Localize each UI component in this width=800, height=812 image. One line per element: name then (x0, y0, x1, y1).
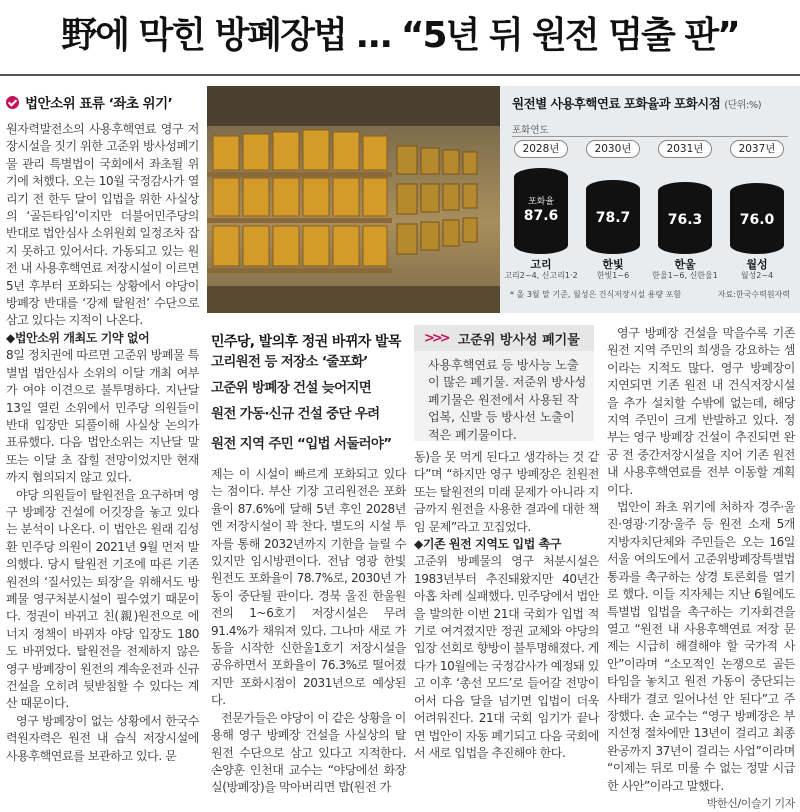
headline: 野에 막힌 방폐장법 … “5년 뒤 원전 멈출 판” (61, 15, 739, 56)
rate-value: 87.6 (523, 208, 559, 224)
plant-detail: 고리2~4, 신고리1·2 (504, 271, 578, 280)
paragraph: 제는 이 시설이 빠르게 포화되고 있다는 점이다. 부산 기장 고리원전은 포화율이 87.6%에 달해 5년 후인 2028년엔 저장시설이 꽉 찬다. 별도의 시설 투자를 통해 2032년까지 기한을 늘릴 수 있지만 임시방편이다. 전남 영광 한빛원전도 포화율이 78.7%로, 2030년 가동이 중단될 판이다. 경북 울진 한울원전의 1~6호기 저장시설은 무려 91.4%가 채워져 있다. 그나마 새로 가동을 시작한 신한울1호기 저장시설을 공유하면서 포화율이 76.3%로 떨어졌지만 포화시점이 2031년으로 예상된다. (211, 467, 406, 708)
year-badge: 2031년 (658, 140, 712, 158)
footnote: * 올 3월 말 기준, 월성은 건식저장시설 용량 포함 (510, 290, 682, 299)
chevrons-icon: >>> (424, 330, 448, 346)
source: 자료:한국수력원자력 (717, 290, 790, 299)
glossary-heading (414, 325, 594, 351)
column-2 (211, 466, 406, 797)
paragraph: 원자력발전소의 사용후핵연료 영구 저장시설을 짓기 위한 고준위 방사성폐기물 관리 특별법이 국회에서 좌초될 위기에 처했다. 오는 10월 국정감사가 열리기 전 한두 달이 입법을 위한 사실상의 ‘골든타임’이지만 더불어민주당의 반대로 법안심사 소위원회 일정조차 잡지 못하고 있어서다. 가동되고 있는 원전 내 사용후핵연료 저장시설이 이르면 5년 후부터 포화되는 상황에서 야당이 방폐장 반대를 ‘강제 탈원전’ 수단으로 삼고 있다는 지적이 나온다. (6, 122, 199, 328)
plant-name: 한울 (674, 258, 696, 271)
photo-illustration (207, 86, 500, 313)
deck-quote: 원전 지역 주민 “입법 서둘러야” (211, 436, 392, 452)
plant-detail: 한빛1~6 (596, 271, 630, 280)
year-caption: 포화연도 (512, 125, 549, 136)
paragraph: 야당 의원들이 탈원전을 요구하며 영구 방폐장 건설에 어깃장을 놓고 있다는 분석이 나온다. 이 법안은 원래 김성환 민주당 의원이 2021년 9월 먼저 발의했다. 당시 탈원전 기조에 따른 기존 원전의 ‘질서있는 퇴장’을 위해서도 방폐물 영구처분시설이 필수였기 때문이다. 정권이 바뀌고 친(親)원전으로 에너지 정책이 바뀌자 야당 입장도 180도 바뀌었다. 탈원전을 전제하지 않은 영구 방폐장이 원전의 계속운전과 신규 건설을 오히려 뒷받침할 수 있다는 계산 때문이다. (6, 487, 199, 711)
glossary-title: 고준위 방사성 폐기물 (457, 332, 580, 348)
deck-line: 고준위 방폐장 건설 늦어지면 (211, 380, 372, 396)
check-icon (6, 96, 19, 109)
year-line (512, 136, 788, 137)
byline: 박한신/이슬기 기자 (706, 796, 795, 810)
infographic-title (512, 94, 761, 112)
subheading: ◆법안소위 개최도 기약 없어 (6, 330, 150, 345)
plant-detail: 한울1~6, 신한울1 (652, 271, 718, 280)
paragraph: 전문가들은 야당이 이 같은 상황을 이용해 영구 방폐장 건설을 사실상의 탈원전 수단으로 삼고 있다고 지적한다. 손양훈 인천대 교수는 “야당에선 화장실(방폐장)을 막아버리면 밥(원전 가 (211, 710, 406, 795)
column-3 (414, 449, 599, 762)
rate-value: 78.7 (595, 210, 631, 226)
rate-value: 76.0 (739, 212, 775, 228)
paragraph: 영구 방폐장이 없는 상황에서 한국수력원자력은 원전 내 습식 저장시설에 사용후핵연료를 보관하고 있다. 문 (6, 713, 199, 763)
saturation-infographic (500, 86, 800, 313)
barrel-warehouse-photo (207, 86, 500, 313)
deck-line: 고리원전 등 저장소 ‘줄포화’ (211, 354, 368, 370)
section-title: 법안소위 표류 ‘좌초 위기’ (25, 96, 173, 112)
infographic-title-text: 원전별 사용후핵연료 포화율과 포화시점 (512, 96, 721, 111)
plant-name: 월성 (746, 258, 768, 271)
paragraph: 법안이 좌초 위기에 처하자 경주·울진·영광·기장·울주 등 원전 소재 5개 지방자치단체와 주민들은 오는 16일 서울 여의도에서 고준위방폐장특별법 통과를 촉구하는 상경 토론회를 열기로 했다. 이들 지자체는 지난 6월에도 특별법 입법을 촉구하는 기자회견을 열고 “원전 내 사용후핵연료 저장 문제는 시급히 해결해야 할 국가적 사안”이라며 “소모적인 논쟁으로 골든타임을 놓치고 원전 가동이 중단되는 사태가 결코 일어나선 안 된다”고 주장했다. 손 교수는 “영구 방폐장은 부지선정 절차에만 13년이 걸리고 최종 완공까지 37년이 걸리는 사업”이라며 “이제는 뒤로 미룰 수 없는 정말 시급한 사안”이라고 말했다. (607, 500, 795, 793)
year-badge: 2028년 (514, 140, 568, 158)
year-badge: 2030년 (586, 140, 640, 158)
glossary-body: 사용후핵연료 등 방사능 노출이 많은 폐기물. 저준위 방사성 폐기물은 원전에서 사용된 작업복, 신발 등 방사선 노출이 적은 폐기물이다. (414, 351, 594, 441)
paragraph: 고준위 방폐물의 영구 처분시설은 1983년부터 추진돼왔지만 40년간 아홉 차례 실패했다. 민주당에서 법안을 발의한 이번 21대 국회가 입법 적기로 여겨졌지만 정권 교체와 야당의 입장 선회로 향방이 불투명해졌다. 게다가 10월에는 국정감사가 예정돼 있고 이후 ‘총선 모드’로 들어갈 전망이어서 다음 달을 넘기면 입법이 더욱 어려워진다. 21대 국회 임기가 끝나면 법안이 자동 폐기되고 다음 국회에서 새로 입법을 추진해야 한다. (414, 554, 599, 760)
rate-value: 76.3 (667, 212, 703, 228)
year-badge: 2037년 (730, 140, 784, 158)
plant-name: 한빛 (602, 258, 624, 271)
paragraph: 영구 방폐장 건설을 막을수록 기존 원전 지역 주민의 희생을 강요하는 셈이라는 지적도 많다. 영구 방폐장이 지연되면 기존 원전 내 건식저장시설을 추가 설치할 수밖에 없는데, 해당 지역 주민이 크게 반발하고 있다. 정부는 영구 방폐장 건설이 추진되면 완공 전 중간저장시설을 지어 기존 원전 내 사용후핵연료를 전부 이동할 계획이다. (607, 326, 795, 497)
section-heading (6, 90, 201, 114)
subheading: ◆기존 원전 지역도 입법 촉구 (414, 537, 562, 552)
column-4 (607, 325, 795, 812)
infographic-unit: (단위:%) (724, 100, 762, 111)
paragraph: 동)을 못 먹게 된다고 생각하는 것 같다”며 “하지만 영구 방폐장은 친원전 또는 탈원전의 미래 문제가 아니라 지금까지 원전을 사용한 결과에 대한 책임 문제”라고 꼬집었다. (414, 450, 599, 534)
column-1 (6, 121, 199, 765)
plant-name: 고리 (530, 258, 552, 271)
paragraph: 8일 정치권에 따르면 고준위 방폐물 특별법 법안심사 소위의 이달 개최 여부가 여야 이견으로 불투명하다. 지난달 13일 열린 소위에서 민주당 의원들이 반대 입장만 되풀이해 사실상 논의가 표류했다. 다음 법안소위는 지난달 말 또는 이달 초 잡힐 전망이었지만 현재까지 협의되지 않고 있다. (6, 348, 199, 485)
deck-line: 원전 가동·신규 건설 중단 우려 (211, 406, 380, 422)
rate-caption: 포화율 (527, 197, 555, 207)
deck-title: 민주당, 발의후 정권 바뀌자 발목 (211, 334, 401, 350)
plant-detail: 월성2~4 (740, 271, 774, 280)
headline-rule (0, 74, 800, 76)
